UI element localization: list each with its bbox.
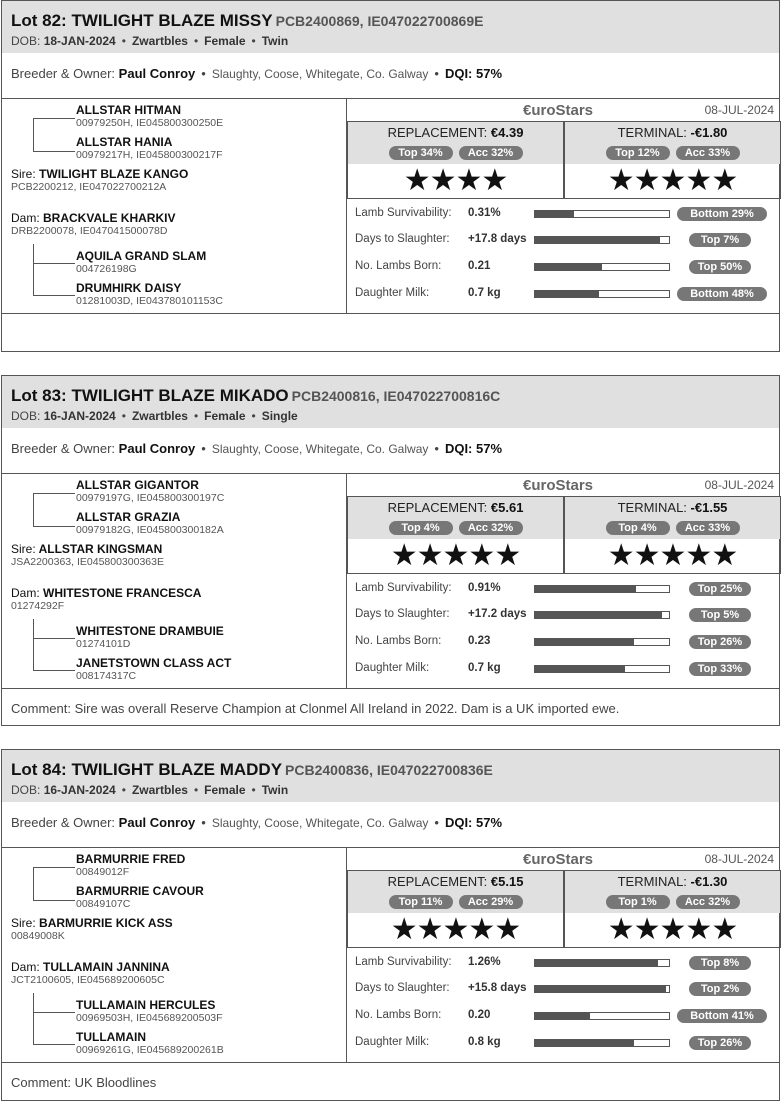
trait-bar <box>534 611 670 619</box>
replacement-stars-icon: ★★★★★ <box>390 913 521 946</box>
trait-bar <box>534 236 670 244</box>
replacement-top-badge: Top 11% <box>389 895 453 909</box>
trait-value: 0.8 kg <box>468 1036 501 1048</box>
terminal-top-badge: Top 4% <box>606 521 670 535</box>
trait-bar <box>534 263 670 271</box>
terminal-stars-icon: ★★★★★ <box>607 164 738 197</box>
trait-value: 0.91% <box>468 582 501 594</box>
terminal-acc-badge: Acc 32% <box>676 895 740 909</box>
trait-value: 0.20 <box>468 1009 491 1021</box>
trait-label: Days to Slaughter: <box>355 233 450 245</box>
trait-rank-badge: Top 5% <box>689 608 751 622</box>
breed: Zwartbles <box>131 34 188 48</box>
birth-type: Twin <box>261 783 289 797</box>
trait-label: Daughter Milk: <box>355 287 430 299</box>
eurostars-panel <box>347 474 781 688</box>
trait-label: Daughter Milk: <box>355 662 430 674</box>
lot-title <box>11 11 483 31</box>
trait-label: Lamb Survivability: <box>355 207 452 219</box>
owner-name: Paul Conroy <box>118 815 196 830</box>
trait-bar-fill <box>535 211 574 217</box>
comment-row <box>2 1063 779 1100</box>
trait-bar <box>534 585 670 593</box>
replacement-stars-icon: ★★★★ <box>403 164 508 197</box>
lot-title <box>11 386 500 406</box>
trait-rank-badge: Top 26% <box>689 635 751 649</box>
terminal-value: -€1.80 <box>690 125 728 140</box>
eval-date: 08-JUL-2024 <box>704 478 774 492</box>
trait-row <box>347 1033 781 1053</box>
lot-name: Lot 83: TWILIGHT BLAZE MIKADO <box>11 386 289 405</box>
dam-dam: DRUMHIRK DAISY 01281003D, IE043780101153C <box>76 281 223 307</box>
replacement-value: €5.15 <box>490 874 524 889</box>
dqi-value: DQI: 57% <box>444 66 503 81</box>
sex: Female <box>204 783 246 797</box>
trait-rank-badge: Top 50% <box>689 260 751 274</box>
trait-rank-badge: Top 7% <box>689 233 751 247</box>
trait-rank-badge: Bottom 41% <box>677 1009 767 1023</box>
trait-value: +17.2 days <box>468 608 527 620</box>
sire: Sire: TWILIGHT BLAZE KANGO PCB2200212, IE047022700212A <box>11 167 189 193</box>
trait-row <box>347 953 781 973</box>
lot-card <box>1 749 780 1101</box>
replacement-acc-badge: Acc 32% <box>459 146 523 160</box>
terminal-index: TERMINAL: -€1.80 Top 12% Acc 33% ★★★★★ <box>564 121 781 199</box>
trait-value: +15.8 days <box>468 982 527 994</box>
trait-label: Days to Slaughter: <box>355 982 450 994</box>
terminal-value: -€1.55 <box>690 500 728 515</box>
lot-card <box>1 375 780 726</box>
breed: Zwartbles <box>131 783 188 797</box>
trait-bar-fill <box>535 1013 590 1019</box>
terminal-top-badge: Top 1% <box>606 895 670 909</box>
dqi-value: DQI: 57% <box>444 441 503 456</box>
lot-body <box>2 474 779 689</box>
lot-details: DOB: 18-JAN-2024 • Zwartbles • Female • Twin <box>11 34 289 48</box>
sire-sire: ALLSTAR HITMAN 00979250H, IE045800300250E <box>76 103 224 129</box>
dam-dam: JANETSTOWN CLASS ACT 008174317C <box>76 656 232 682</box>
trait-bar <box>534 290 670 298</box>
lot-body <box>2 99 779 314</box>
trait-rank-badge: Top 2% <box>689 982 751 996</box>
eurostars-brand: €uroStars <box>523 477 594 494</box>
sire: Sire: BARMURRIE KICK ASS 00849008K <box>11 916 173 942</box>
trait-value: 0.7 kg <box>468 662 501 674</box>
dam-sire: WHITESTONE DRAMBUIE 01274101D <box>76 624 224 650</box>
sex: Female <box>204 34 246 48</box>
dam-dam: TULLAMAIN 00969261G, IE045689200261B <box>76 1030 224 1056</box>
comment-row <box>2 314 779 351</box>
lot-details: DOB: 16-JAN-2024 • Zwartbles • Female • Twin <box>11 783 289 797</box>
trait-value: 0.21 <box>468 260 491 272</box>
replacement-value: €5.61 <box>490 500 524 515</box>
lot-title <box>11 760 493 780</box>
replacement-acc-badge: Acc 29% <box>459 895 523 909</box>
lot-ids: PCB2400836, IE047022700836E <box>285 762 493 778</box>
replacement-top-badge: Top 4% <box>389 521 453 535</box>
trait-bar-fill <box>535 264 602 270</box>
lot-header <box>2 1 779 53</box>
trait-label: No. Lambs Born: <box>355 1009 442 1021</box>
lot-header <box>2 376 779 428</box>
dam: Dam: WHITESTONE FRANCESCA 01274292F <box>11 586 202 612</box>
lot-header <box>2 750 779 802</box>
terminal-acc-badge: Acc 33% <box>676 521 740 535</box>
trait-row <box>347 979 781 999</box>
trait-row <box>347 284 781 304</box>
comment-text: Comment: Sire was overall Reserve Champion at Clonmel All Ireland in 2022. Dam is a UK imported ewe. <box>11 701 620 716</box>
trait-value: 0.31% <box>468 207 501 219</box>
trait-value: 0.7 kg <box>468 287 501 299</box>
trait-rank-badge: Top 33% <box>689 662 751 676</box>
dob-label: DOB: <box>11 34 41 48</box>
owner-name: Paul Conroy <box>118 66 196 81</box>
owner-address: Slaughty, Coose, Whitegate, Co. Galway <box>211 816 429 830</box>
replacement-index: REPLACEMENT: €5.61 Top 4% Acc 32% ★★★★★ <box>347 496 564 574</box>
pedigree <box>2 474 347 688</box>
replacement-acc-badge: Acc 32% <box>459 521 523 535</box>
dam-sire: TULLAMAIN HERCULES 00969503H, IE045689200503F <box>76 998 223 1024</box>
eval-date: 08-JUL-2024 <box>704 852 774 866</box>
replacement-stars-icon: ★★★★★ <box>390 539 521 572</box>
lot-body <box>2 848 779 1063</box>
trait-bar-fill <box>535 639 634 645</box>
owner-row: Breeder & Owner: Paul Conroy • Slaughty, Coose, Whitegate, Co. Galway • DQI: 57% <box>2 53 779 99</box>
lot-card <box>1 0 780 352</box>
trait-bar-fill <box>535 291 599 297</box>
sire: Sire: ALLSTAR KINGSMAN JSA2200363, IE045800300363E <box>11 542 164 568</box>
replacement-top-badge: Top 34% <box>389 146 453 160</box>
sex: Female <box>204 409 246 423</box>
eurostars-panel <box>347 99 781 313</box>
trait-bar <box>534 665 670 673</box>
trait-bar-fill <box>535 960 658 966</box>
trait-rank-badge: Bottom 48% <box>677 287 767 301</box>
owner-row: Breeder & Owner: Paul Conroy • Slaughty, Coose, Whitegate, Co. Galway • DQI: 57% <box>2 802 779 848</box>
replacement-index: REPLACEMENT: €5.15 Top 11% Acc 29% ★★★★★ <box>347 870 564 948</box>
trait-bar-fill <box>535 666 625 672</box>
dob-value: 16-JAN-2024 <box>43 783 116 797</box>
birth-type: Twin <box>261 34 289 48</box>
owner-address: Slaughty, Coose, Whitegate, Co. Galway <box>211 442 429 456</box>
terminal-index: TERMINAL: -€1.55 Top 4% Acc 33% ★★★★★ <box>564 496 781 574</box>
owner-label: Breeder & Owner: <box>11 815 116 830</box>
dam-sire: AQUILA GRAND SLAM 004726198G <box>76 249 207 275</box>
trait-rank-badge: Top 8% <box>689 956 751 970</box>
trait-bar-fill <box>535 1040 634 1046</box>
trait-row <box>347 230 781 250</box>
dob-value: 16-JAN-2024 <box>43 409 116 423</box>
trait-label: No. Lambs Born: <box>355 635 442 647</box>
trait-label: Lamb Survivability: <box>355 956 452 968</box>
breed: Zwartbles <box>131 409 188 423</box>
trait-rank-badge: Top 26% <box>689 1036 751 1050</box>
dqi-value: DQI: 57% <box>444 815 503 830</box>
lot-name: Lot 82: TWILIGHT BLAZE MISSY <box>11 11 273 30</box>
sire-dam: BARMURRIE CAVOUR 00849107C <box>76 884 204 910</box>
owner-address: Slaughty, Coose, Whitegate, Co. Galway <box>211 67 429 81</box>
owner-label: Breeder & Owner: <box>11 66 116 81</box>
owner-label: Breeder & Owner: <box>11 441 116 456</box>
dam: Dam: BRACKVALE KHARKIV DRB2200078, IE047041500078D <box>11 211 176 237</box>
replacement-value: €4.39 <box>490 125 524 140</box>
pedigree <box>2 848 347 1062</box>
terminal-stars-icon: ★★★★★ <box>607 913 738 946</box>
trait-bar-fill <box>535 237 660 243</box>
eurostars-brand: €uroStars <box>523 851 594 868</box>
trait-bar <box>534 1012 670 1020</box>
trait-value: 0.23 <box>468 635 491 647</box>
trait-row <box>347 659 781 679</box>
sire-sire: ALLSTAR GIGANTOR 00979197G, IE045800300197C <box>76 478 225 504</box>
dob-label: DOB: <box>11 783 41 797</box>
trait-rank-badge: Bottom 29% <box>677 207 767 221</box>
terminal-index: TERMINAL: -€1.30 Top 1% Acc 32% ★★★★★ <box>564 870 781 948</box>
trait-row <box>347 1006 781 1026</box>
dob-value: 18-JAN-2024 <box>43 34 116 48</box>
trait-label: Days to Slaughter: <box>355 608 450 620</box>
trait-row <box>347 204 781 224</box>
lot-name: Lot 84: TWILIGHT BLAZE MADDY <box>11 760 283 779</box>
owner-row: Breeder & Owner: Paul Conroy • Slaughty, Coose, Whitegate, Co. Galway • DQI: 57% <box>2 428 779 474</box>
trait-label: Lamb Survivability: <box>355 582 452 594</box>
sire-dam: ALLSTAR GRAZIA 00979182G, IE045800300182A <box>76 510 224 536</box>
trait-bar-fill <box>535 586 636 592</box>
terminal-stars-icon: ★★★★★ <box>607 539 738 572</box>
trait-bar-fill <box>535 986 666 992</box>
trait-value: +17.8 days <box>468 233 527 245</box>
trait-row <box>347 257 781 277</box>
trait-rank-badge: Top 25% <box>689 582 751 596</box>
lot-ids: PCB2400816, IE047022700816C <box>291 388 501 404</box>
trait-label: Daughter Milk: <box>355 1036 430 1048</box>
comment-row <box>2 689 779 726</box>
eurostars-panel <box>347 848 781 1062</box>
trait-bar <box>534 1039 670 1047</box>
trait-value: 1.26% <box>468 956 501 968</box>
lot-ids: PCB2400869, IE047022700869E <box>275 13 484 29</box>
terminal-top-badge: Top 12% <box>606 146 670 160</box>
owner-name: Paul Conroy <box>118 441 196 456</box>
trait-bar <box>534 210 670 218</box>
trait-label: No. Lambs Born: <box>355 260 442 272</box>
eurostars-brand: €uroStars <box>523 102 594 119</box>
comment-text: Comment: UK Bloodlines <box>11 1075 157 1090</box>
sire-sire: BARMURRIE FRED 00849012F <box>76 852 186 878</box>
trait-row <box>347 605 781 625</box>
trait-bar <box>534 959 670 967</box>
terminal-acc-badge: Acc 33% <box>676 146 740 160</box>
trait-row <box>347 579 781 599</box>
eval-date: 08-JUL-2024 <box>704 103 774 117</box>
pedigree <box>2 99 347 313</box>
sire-dam: ALLSTAR HANIA 00979217H, IE045800300217F <box>76 135 223 161</box>
trait-row <box>347 632 781 652</box>
lot-details: DOB: 16-JAN-2024 • Zwartbles • Female • Single <box>11 409 298 423</box>
dob-label: DOB: <box>11 409 41 423</box>
trait-bar <box>534 638 670 646</box>
dam: Dam: TULLAMAIN JANNINA JCT2100605, IE045689200605C <box>11 960 170 986</box>
trait-bar <box>534 985 670 993</box>
trait-bar-fill <box>535 612 662 618</box>
replacement-index: REPLACEMENT: €4.39 Top 34% Acc 32% ★★★★ <box>347 121 564 199</box>
birth-type: Single <box>261 409 298 423</box>
terminal-value: -€1.30 <box>690 874 728 889</box>
